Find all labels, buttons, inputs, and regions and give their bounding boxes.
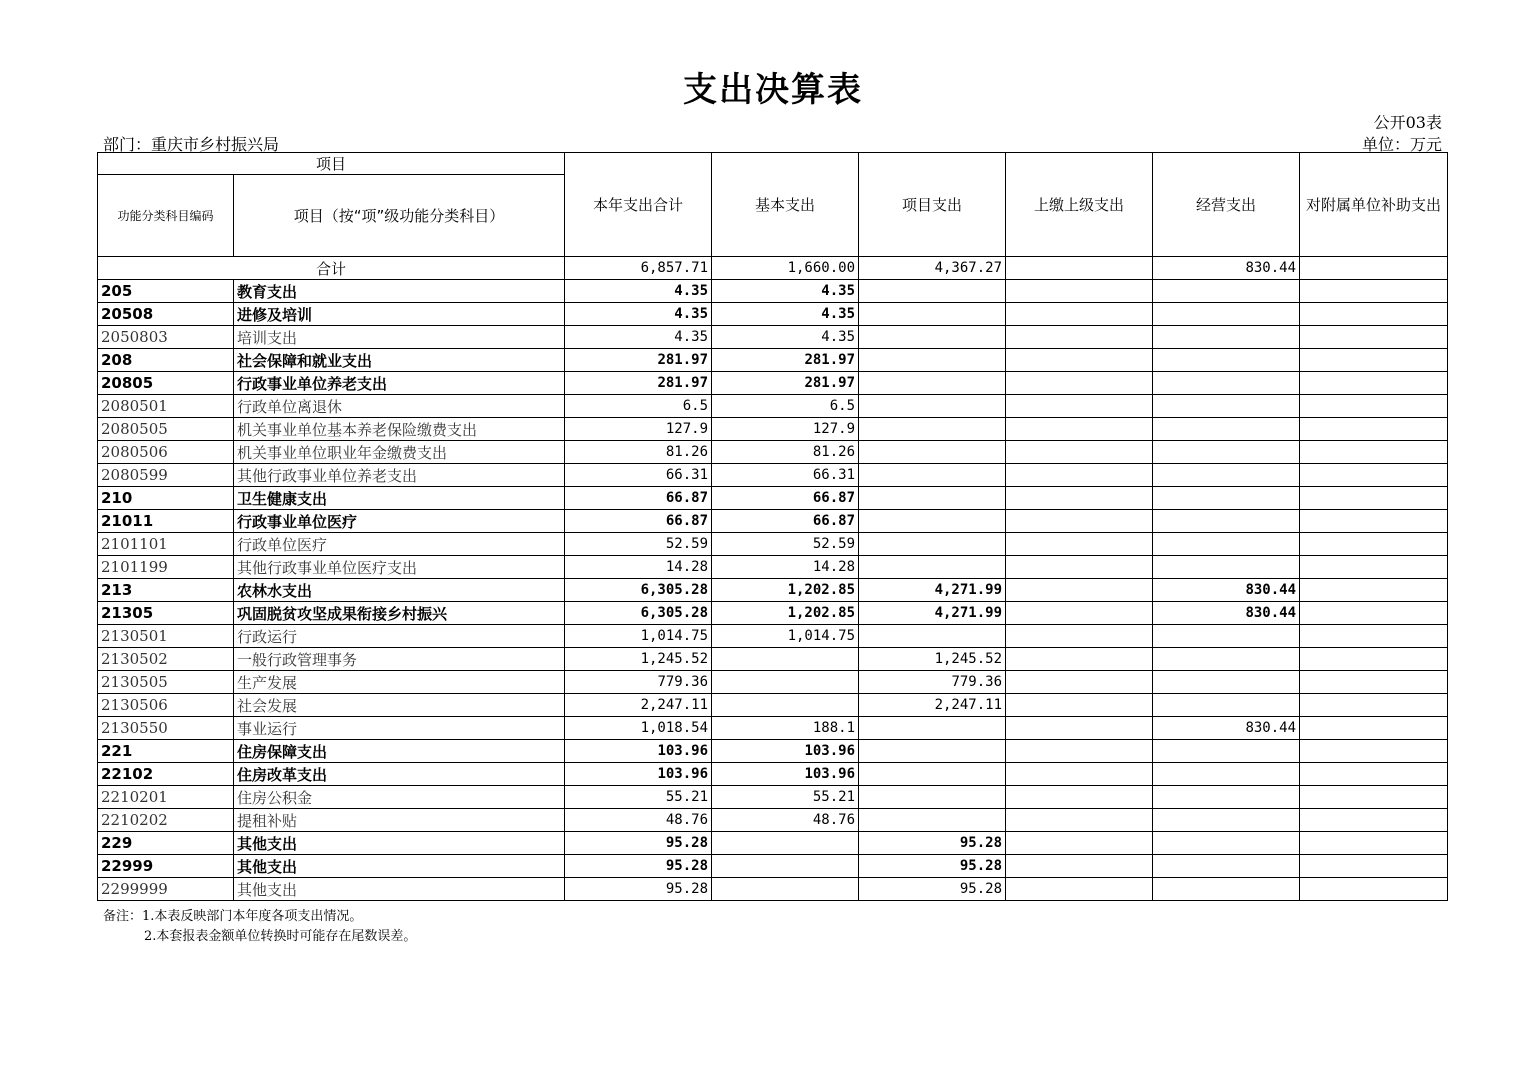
- table-row: [98, 579, 1448, 602]
- row-subsidy: [1300, 418, 1448, 441]
- row-subsidy: [1300, 280, 1448, 303]
- header-basic: 基本支出: [712, 153, 859, 257]
- table-row: [98, 464, 1448, 487]
- row-name: 机关事业单位基本养老保险缴费支出: [234, 418, 565, 441]
- row-business: [1153, 878, 1300, 901]
- row-business: [1153, 855, 1300, 878]
- row-upper: [1006, 832, 1153, 855]
- row-name: 其他支出: [234, 832, 565, 855]
- row-name: 行政单位医疗: [234, 533, 565, 556]
- row-basic: 66.87: [712, 487, 859, 510]
- row-subsidy: [1300, 579, 1448, 602]
- row-code: 2101101: [98, 533, 234, 556]
- row-code: 2130501: [98, 625, 234, 648]
- row-code: 2080501: [98, 395, 234, 418]
- row-project: 4,271.99: [859, 602, 1006, 625]
- table-row: [98, 694, 1448, 717]
- row-name: 教育支出: [234, 280, 565, 303]
- row-upper: [1006, 510, 1153, 533]
- row-subsidy: [1300, 717, 1448, 740]
- row-total: 281.97: [565, 372, 712, 395]
- notes: [103, 907, 416, 947]
- row-subsidy: [1300, 533, 1448, 556]
- row-name: 机关事业单位职业年金缴费支出: [234, 441, 565, 464]
- row-total: 95.28: [565, 878, 712, 901]
- row-total: 1,014.75: [565, 625, 712, 648]
- row-subsidy: [1300, 349, 1448, 372]
- row-basic: 281.97: [712, 372, 859, 395]
- row-total: 66.31: [565, 464, 712, 487]
- row-subsidy: [1300, 855, 1448, 878]
- row-upper: [1006, 464, 1153, 487]
- table-row: [98, 418, 1448, 441]
- row-business: [1153, 303, 1300, 326]
- row-subsidy: [1300, 625, 1448, 648]
- row-name: 其他行政事业单位医疗支出: [234, 556, 565, 579]
- total-label: 合计: [98, 257, 565, 280]
- note-1: 备注：1.本表反映部门本年度各项支出情况。: [103, 909, 363, 924]
- row-name: 行政运行: [234, 625, 565, 648]
- row-upper: [1006, 694, 1153, 717]
- row-code: 20508: [98, 303, 234, 326]
- row-code: 205: [98, 280, 234, 303]
- total-basic: 1,660.00: [712, 257, 859, 280]
- row-subsidy: [1300, 740, 1448, 763]
- row-business: [1153, 487, 1300, 510]
- row-name: 社会发展: [234, 694, 565, 717]
- row-basic: [712, 671, 859, 694]
- row-name: 生产发展: [234, 671, 565, 694]
- row-total: 4.35: [565, 280, 712, 303]
- header-upper: 上缴上级支出: [1006, 153, 1153, 257]
- row-basic: 66.87: [712, 510, 859, 533]
- row-name: 卫生健康支出: [234, 487, 565, 510]
- row-total: 52.59: [565, 533, 712, 556]
- row-upper: [1006, 418, 1153, 441]
- table-row: [98, 602, 1448, 625]
- row-project: [859, 786, 1006, 809]
- row-business: [1153, 625, 1300, 648]
- row-project: [859, 556, 1006, 579]
- row-upper: [1006, 533, 1153, 556]
- row-upper: [1006, 441, 1153, 464]
- row-total: 6,305.28: [565, 602, 712, 625]
- row-subsidy: [1300, 510, 1448, 533]
- row-project: [859, 372, 1006, 395]
- row-code: 2101199: [98, 556, 234, 579]
- row-basic: [712, 648, 859, 671]
- row-project: [859, 441, 1006, 464]
- row-project: [859, 349, 1006, 372]
- row-code: 2130502: [98, 648, 234, 671]
- row-total: 103.96: [565, 740, 712, 763]
- total-business: 830.44: [1153, 257, 1300, 280]
- row-basic: [712, 832, 859, 855]
- row-code: 2130506: [98, 694, 234, 717]
- row-basic: 4.35: [712, 280, 859, 303]
- table-row: [98, 510, 1448, 533]
- row-subsidy: [1300, 372, 1448, 395]
- row-code: 2130550: [98, 717, 234, 740]
- row-total: 779.36: [565, 671, 712, 694]
- row-project: [859, 280, 1006, 303]
- row-basic: 1,202.85: [712, 579, 859, 602]
- table-row: [98, 556, 1448, 579]
- expenditure-table: [97, 152, 1448, 901]
- table-row: [98, 487, 1448, 510]
- row-basic: 6.5: [712, 395, 859, 418]
- row-basic: 188.1: [712, 717, 859, 740]
- row-project: [859, 717, 1006, 740]
- row-code: 210: [98, 487, 234, 510]
- row-total: 95.28: [565, 855, 712, 878]
- row-upper: [1006, 740, 1153, 763]
- row-subsidy: [1300, 464, 1448, 487]
- table-row: [98, 832, 1448, 855]
- row-total: 66.87: [565, 487, 712, 510]
- row-subsidy: [1300, 671, 1448, 694]
- row-code: 2080599: [98, 464, 234, 487]
- row-name: 巩固脱贫攻坚成果衔接乡村振兴: [234, 602, 565, 625]
- table-row: [98, 625, 1448, 648]
- row-upper: [1006, 602, 1153, 625]
- row-total: 81.26: [565, 441, 712, 464]
- row-code: 229: [98, 832, 234, 855]
- row-total: 1,018.54: [565, 717, 712, 740]
- row-code: 208: [98, 349, 234, 372]
- row-upper: [1006, 763, 1153, 786]
- row-basic: 4.35: [712, 303, 859, 326]
- row-business: [1153, 786, 1300, 809]
- row-code: 2210202: [98, 809, 234, 832]
- row-business: [1153, 533, 1300, 556]
- row-total: 4.35: [565, 303, 712, 326]
- table-row: [98, 671, 1448, 694]
- row-name: 提租补贴: [234, 809, 565, 832]
- row-business: 830.44: [1153, 579, 1300, 602]
- row-upper: [1006, 625, 1153, 648]
- row-project: 95.28: [859, 878, 1006, 901]
- row-upper: [1006, 717, 1153, 740]
- row-basic: 281.97: [712, 349, 859, 372]
- header-project-expense: 项目支出: [859, 153, 1006, 257]
- row-code: 2080506: [98, 441, 234, 464]
- row-project: 2,247.11: [859, 694, 1006, 717]
- row-code: 221: [98, 740, 234, 763]
- row-name: 其他支出: [234, 878, 565, 901]
- row-upper: [1006, 786, 1153, 809]
- row-business: [1153, 671, 1300, 694]
- total-upper: [1006, 257, 1153, 280]
- row-subsidy: [1300, 809, 1448, 832]
- row-project: [859, 625, 1006, 648]
- row-code: 2080505: [98, 418, 234, 441]
- table-row: [98, 303, 1448, 326]
- row-total: 14.28: [565, 556, 712, 579]
- row-subsidy: [1300, 395, 1448, 418]
- row-total: 4.35: [565, 326, 712, 349]
- table-row: [98, 349, 1448, 372]
- header-name: 项目（按“项”级功能分类科目）: [234, 175, 565, 257]
- row-code: 22102: [98, 763, 234, 786]
- row-project: 779.36: [859, 671, 1006, 694]
- row-business: [1153, 280, 1300, 303]
- row-business: 830.44: [1153, 602, 1300, 625]
- table-row: [98, 441, 1448, 464]
- row-basic: 81.26: [712, 441, 859, 464]
- row-subsidy: [1300, 648, 1448, 671]
- row-project: 95.28: [859, 832, 1006, 855]
- unit-label: 单位：万元: [1361, 135, 1442, 154]
- row-project: [859, 487, 1006, 510]
- row-subsidy: [1300, 303, 1448, 326]
- row-business: 830.44: [1153, 717, 1300, 740]
- row-code: 21011: [98, 510, 234, 533]
- row-upper: [1006, 487, 1153, 510]
- header-total: 本年支出合计: [565, 153, 712, 257]
- row-subsidy: [1300, 556, 1448, 579]
- row-upper: [1006, 556, 1153, 579]
- header-subsidy: 对附属单位补助支出: [1300, 153, 1448, 257]
- row-business: [1153, 395, 1300, 418]
- row-name: 社会保障和就业支出: [234, 349, 565, 372]
- row-business: [1153, 372, 1300, 395]
- row-upper: [1006, 372, 1153, 395]
- total-sum: 6,857.71: [565, 257, 712, 280]
- row-project: [859, 763, 1006, 786]
- row-total: 95.28: [565, 832, 712, 855]
- row-code: 20805: [98, 372, 234, 395]
- row-subsidy: [1300, 832, 1448, 855]
- row-basic: 52.59: [712, 533, 859, 556]
- row-name: 农林水支出: [234, 579, 565, 602]
- row-total: 55.21: [565, 786, 712, 809]
- row-total: 6.5: [565, 395, 712, 418]
- row-business: [1153, 694, 1300, 717]
- row-basic: [712, 855, 859, 878]
- row-name: 进修及培训: [234, 303, 565, 326]
- row-subsidy: [1300, 878, 1448, 901]
- row-name: 住房改革支出: [234, 763, 565, 786]
- row-upper: [1006, 671, 1153, 694]
- row-basic: 103.96: [712, 740, 859, 763]
- row-upper: [1006, 326, 1153, 349]
- row-basic: [712, 694, 859, 717]
- row-business: [1153, 832, 1300, 855]
- row-total: 6,305.28: [565, 579, 712, 602]
- row-project: [859, 740, 1006, 763]
- row-business: [1153, 349, 1300, 372]
- row-code: 2210201: [98, 786, 234, 809]
- row-basic: [712, 878, 859, 901]
- row-name: 其他行政事业单位养老支出: [234, 464, 565, 487]
- row-project: [859, 303, 1006, 326]
- row-subsidy: [1300, 602, 1448, 625]
- table-row: [98, 763, 1448, 786]
- row-basic: 1,202.85: [712, 602, 859, 625]
- row-name: 事业运行: [234, 717, 565, 740]
- table-row: [98, 740, 1448, 763]
- row-subsidy: [1300, 763, 1448, 786]
- form-number: 公开03表: [1373, 113, 1442, 132]
- row-name: 行政事业单位养老支出: [234, 372, 565, 395]
- note-2: 2.本套报表金额单位转换时可能存在尾数误差。: [144, 929, 417, 944]
- row-business: [1153, 441, 1300, 464]
- row-total: 281.97: [565, 349, 712, 372]
- row-code: 2299999: [98, 878, 234, 901]
- table-row: [98, 648, 1448, 671]
- row-project: [859, 418, 1006, 441]
- total-project: 4,367.27: [859, 257, 1006, 280]
- table-row: [98, 326, 1448, 349]
- row-business: [1153, 740, 1300, 763]
- row-business: [1153, 556, 1300, 579]
- row-project: [859, 533, 1006, 556]
- row-project: 95.28: [859, 855, 1006, 878]
- row-project: 4,271.99: [859, 579, 1006, 602]
- table-row: [98, 855, 1448, 878]
- row-name: 行政单位离退休: [234, 395, 565, 418]
- table-row: [98, 280, 1448, 303]
- row-code: 2130505: [98, 671, 234, 694]
- row-name: 行政事业单位医疗: [234, 510, 565, 533]
- row-total: 2,247.11: [565, 694, 712, 717]
- row-name: 住房保障支出: [234, 740, 565, 763]
- table-row: [98, 878, 1448, 901]
- row-project: [859, 809, 1006, 832]
- row-basic: 1,014.75: [712, 625, 859, 648]
- row-upper: [1006, 303, 1153, 326]
- row-upper: [1006, 648, 1153, 671]
- row-business: [1153, 809, 1300, 832]
- row-basic: 66.31: [712, 464, 859, 487]
- row-upper: [1006, 395, 1153, 418]
- row-project: 1,245.52: [859, 648, 1006, 671]
- department-label: 部门：重庆市乡村振兴局: [103, 135, 280, 154]
- row-total: 66.87: [565, 510, 712, 533]
- row-upper: [1006, 579, 1153, 602]
- row-project: [859, 510, 1006, 533]
- row-basic: 103.96: [712, 763, 859, 786]
- row-business: [1153, 418, 1300, 441]
- row-code: 21305: [98, 602, 234, 625]
- row-code: 2050803: [98, 326, 234, 349]
- row-total: 127.9: [565, 418, 712, 441]
- row-basic: 14.28: [712, 556, 859, 579]
- row-subsidy: [1300, 694, 1448, 717]
- header-business: 经营支出: [1153, 153, 1300, 257]
- row-total: 1,245.52: [565, 648, 712, 671]
- header-code: 功能分类科目编码: [98, 175, 234, 257]
- row-name: 一般行政管理事务: [234, 648, 565, 671]
- table-row: [98, 533, 1448, 556]
- total-subsidy: [1300, 257, 1448, 280]
- row-basic: 4.35: [712, 326, 859, 349]
- row-total: 103.96: [565, 763, 712, 786]
- row-business: [1153, 510, 1300, 533]
- page-title: 支出决算表: [683, 70, 863, 110]
- table-row: [98, 372, 1448, 395]
- row-subsidy: [1300, 487, 1448, 510]
- table-row: [98, 809, 1448, 832]
- row-project: [859, 464, 1006, 487]
- header-project: 项目: [98, 153, 565, 175]
- row-business: [1153, 648, 1300, 671]
- row-name: 住房公积金: [234, 786, 565, 809]
- row-business: [1153, 326, 1300, 349]
- row-name: 其他支出: [234, 855, 565, 878]
- table-row: [98, 395, 1448, 418]
- row-name: 培训支出: [234, 326, 565, 349]
- row-upper: [1006, 280, 1153, 303]
- row-business: [1153, 464, 1300, 487]
- total-row: [98, 257, 1448, 280]
- row-code: 213: [98, 579, 234, 602]
- row-upper: [1006, 809, 1153, 832]
- row-project: [859, 326, 1006, 349]
- row-basic: 127.9: [712, 418, 859, 441]
- row-total: 48.76: [565, 809, 712, 832]
- row-subsidy: [1300, 441, 1448, 464]
- row-upper: [1006, 855, 1153, 878]
- table-row: [98, 717, 1448, 740]
- row-code: 22999: [98, 855, 234, 878]
- row-subsidy: [1300, 786, 1448, 809]
- row-project: [859, 395, 1006, 418]
- row-business: [1153, 763, 1300, 786]
- row-basic: 48.76: [712, 809, 859, 832]
- table-row: [98, 786, 1448, 809]
- row-basic: 55.21: [712, 786, 859, 809]
- row-subsidy: [1300, 326, 1448, 349]
- row-upper: [1006, 349, 1153, 372]
- row-upper: [1006, 878, 1153, 901]
